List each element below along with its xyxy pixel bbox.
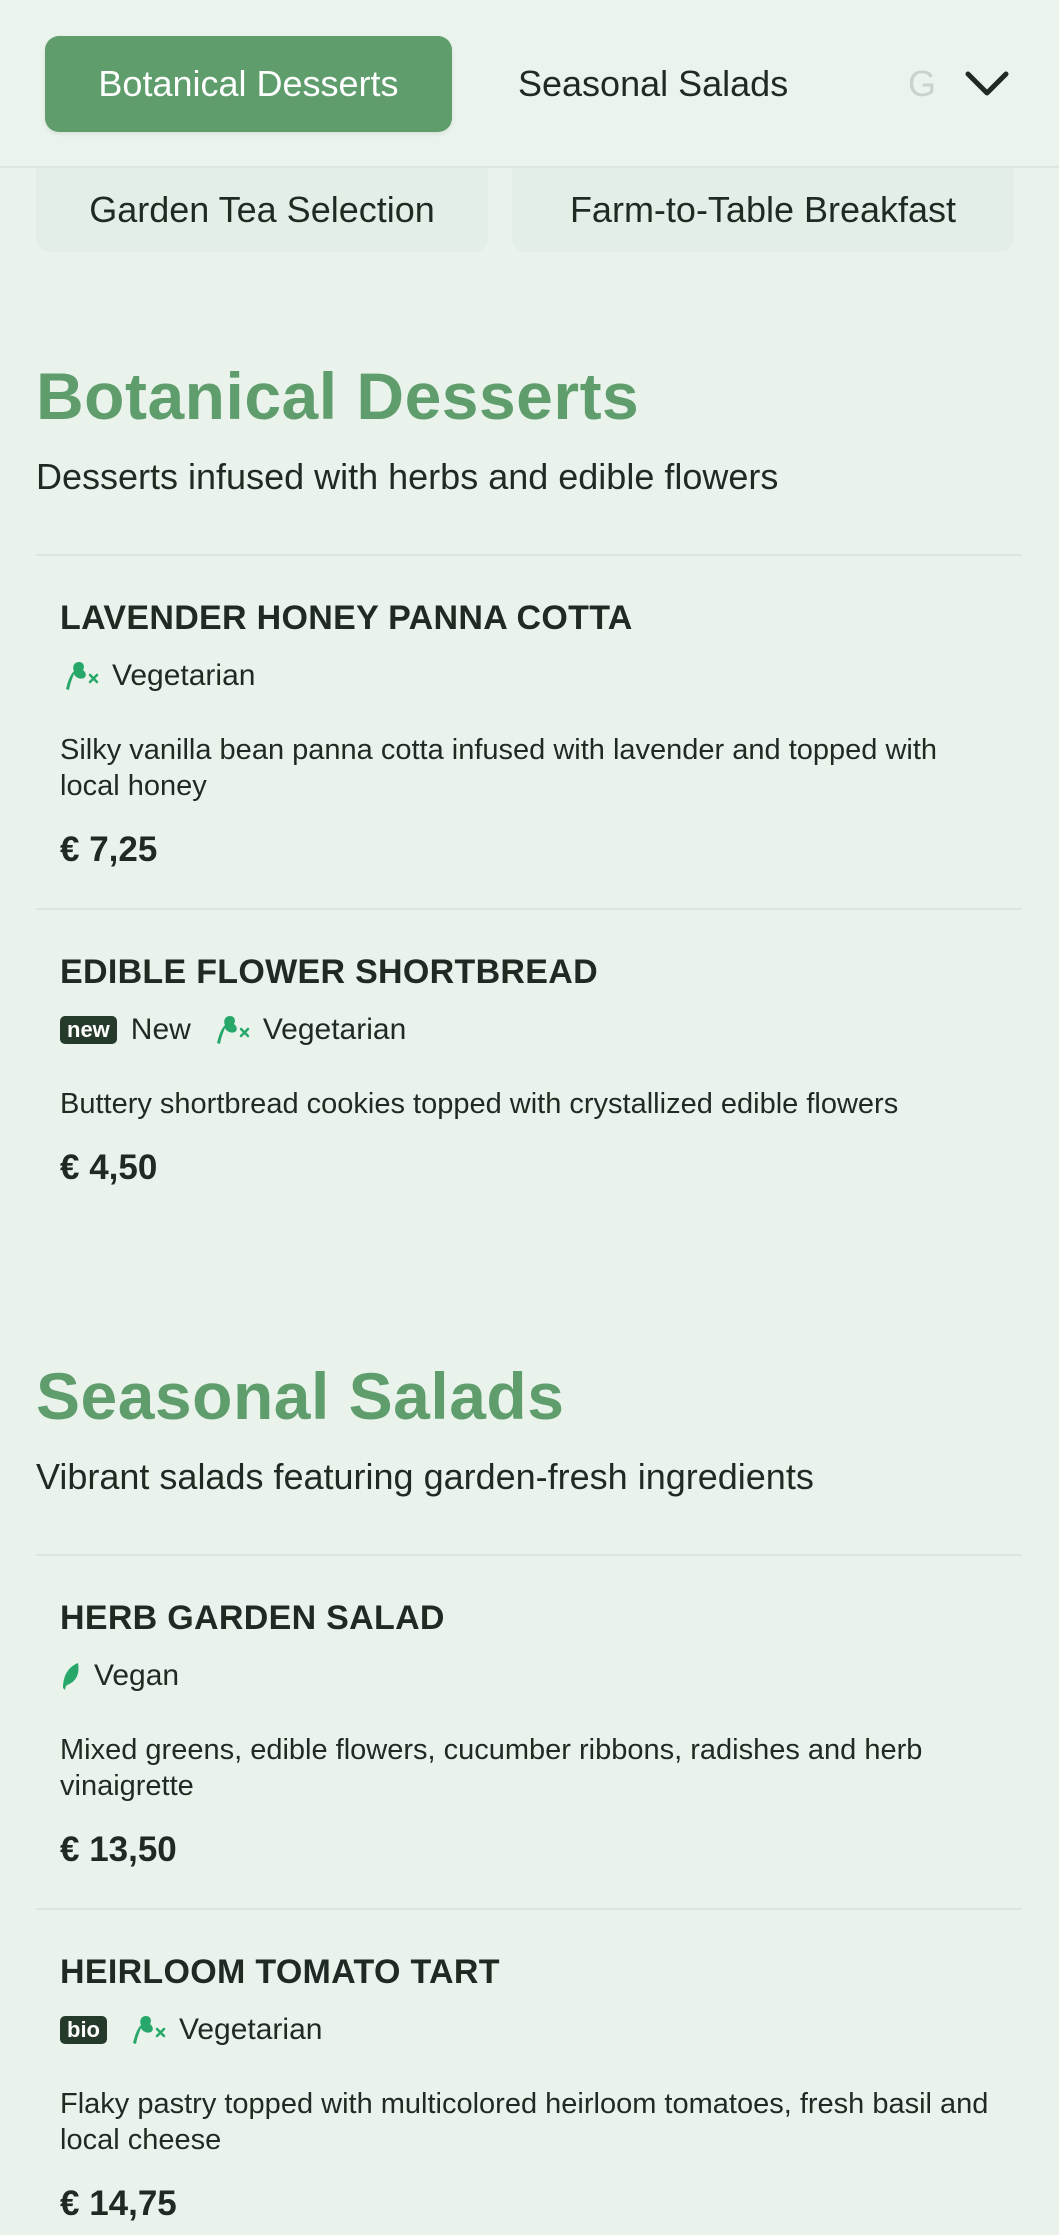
- tab-botanical-desserts[interactable]: Botanical Desserts: [45, 36, 452, 132]
- vegetarian-icon: [60, 659, 100, 693]
- category-nav: [0, 0, 1059, 168]
- item-tags: [60, 2010, 1000, 2050]
- vegetarian-icon: [127, 2013, 167, 2047]
- tag-label: Vegetarian: [262, 1013, 407, 1046]
- item-name: HERB GARDEN SALAD: [60, 1599, 445, 1637]
- item-description: Buttery shortbread cookies topped with crystallized edible flowers: [60, 1088, 899, 1120]
- item-name: HEIRLOOM TOMATO TART: [60, 1953, 500, 1991]
- item-price: € 7,25: [60, 830, 158, 869]
- tag-label: New: [130, 1013, 191, 1046]
- item-price: € 4,50: [60, 1148, 158, 1187]
- section-subtitle-botanical-desserts: Desserts infused with herbs and edible flowers: [36, 456, 779, 497]
- menu-item[interactable]: [60, 1950, 1000, 2224]
- item-name: EDIBLE FLOWER SHORTBREAD: [60, 953, 598, 991]
- item-price: € 13,50: [60, 1830, 177, 1869]
- tag-label: Vegan: [94, 1659, 180, 1692]
- section-subtitle-seasonal-salads: Vibrant salads featuring garden-fresh ingredients: [36, 1456, 814, 1497]
- menu-item[interactable]: [60, 950, 1000, 1188]
- tag-vegetarian: [211, 1013, 406, 1047]
- item-tags: [60, 656, 1000, 696]
- divider: [36, 554, 1022, 556]
- divider: [36, 1554, 1022, 1556]
- tag-vegetarian: [127, 2013, 322, 2047]
- tag-label: Vegetarian: [112, 659, 256, 692]
- menu-item[interactable]: [60, 1596, 1000, 1870]
- item-name: LAVENDER HONEY PANNA COTTA: [60, 599, 633, 637]
- item-tags: [60, 1656, 1000, 1696]
- tag-label: Vegetarian: [179, 2013, 323, 2046]
- new-badge: new: [60, 1016, 117, 1044]
- bio-badge: bio: [60, 2016, 107, 2044]
- section-title-seasonal-salads: Seasonal Salads: [36, 1359, 565, 1433]
- item-description: Mixed greens, edible flowers, cucumber ribbons, radishes and herb vinaigrette: [60, 1734, 923, 1802]
- vegetarian-icon: [211, 1013, 251, 1047]
- tab-garden-tea-selection[interactable]: Garden Tea Selection: [36, 168, 488, 252]
- vegan-leaf-icon: [60, 1660, 82, 1692]
- tag-new: [60, 1013, 191, 1047]
- divider: [36, 908, 1022, 910]
- item-tags: [60, 1010, 1000, 1050]
- item-description: Flaky pastry topped with multicolored heirloom tomatoes, fresh basil and local cheese: [60, 2088, 989, 2156]
- tab-seasonal-salads[interactable]: Seasonal Salads: [518, 63, 789, 104]
- item-description: Silky vanilla bean panna cotta infused with lavender and topped with local honey: [60, 734, 938, 802]
- menu-item[interactable]: [60, 596, 1000, 870]
- tab-farm-to-table-breakfast[interactable]: Farm-to-Table Breakfast: [512, 168, 1014, 252]
- chevron-down-icon[interactable]: [962, 58, 1012, 108]
- tag-bio: [60, 2016, 121, 2044]
- section-title-botanical-desserts: Botanical Desserts: [36, 359, 640, 433]
- tag-vegetarian: [60, 659, 255, 693]
- item-price: € 14,75: [60, 2184, 177, 2223]
- divider: [36, 1908, 1022, 1910]
- tag-vegan: [60, 1659, 179, 1693]
- tab-garden-overflow[interactable]: G: [908, 63, 937, 104]
